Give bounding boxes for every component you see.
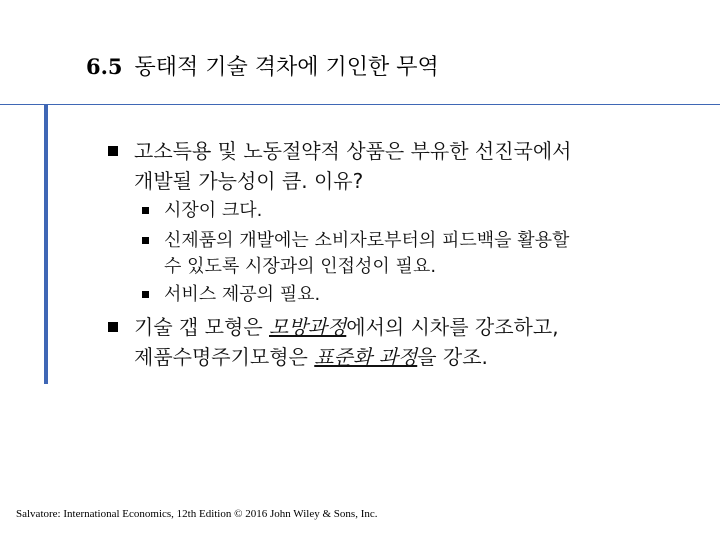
bullet-item-1 xyxy=(108,136,698,196)
square-bullet-icon xyxy=(108,146,118,156)
section-number: 6.5 xyxy=(86,54,123,79)
subbullet-line: 서비스 제공의 필요. xyxy=(164,284,321,305)
text-run: 에서의 시차를 강조하고, xyxy=(346,315,559,339)
text-run: 을 강조. xyxy=(417,345,488,369)
text-run: 기술 갭 모형은 xyxy=(134,315,269,339)
left-accent-bar xyxy=(44,104,48,384)
emphasis-standardization-process: 표준화 과정 xyxy=(314,345,418,369)
subbullet-line: 수 있도록 시장과의 인접성이 필요. xyxy=(164,256,437,277)
emphasis-imitation-process: 모방과정 xyxy=(269,315,347,339)
bullet-line xyxy=(134,342,694,372)
text-run: 제품수명주기모형은 xyxy=(134,345,315,369)
square-bullet-icon xyxy=(108,322,118,332)
subbullet-text xyxy=(164,198,664,224)
square-bullet-icon xyxy=(142,291,149,298)
bullet-line: 개발될 가능성이 큼. 이유? xyxy=(134,169,364,193)
bullet-text xyxy=(134,312,694,372)
subbullet-item-2 xyxy=(142,228,672,280)
title-underline xyxy=(0,104,720,105)
footer-citation: Salvatore: International Economics, 12th Edition © 2016 John Wiley & Sons, Inc. xyxy=(16,508,378,520)
subbullet-item-3 xyxy=(142,282,672,308)
subbullet-text xyxy=(164,282,664,308)
subbullet-text xyxy=(164,228,664,280)
bullet-item-2 xyxy=(108,312,698,372)
subbullet-line: 신제품의 개발에는 소비자로부터의 피드백을 활용할 xyxy=(164,230,570,251)
square-bullet-icon xyxy=(142,237,149,244)
bullet-line: 고소득용 및 노동절약적 상품은 부유한 선진국에서 xyxy=(134,139,572,163)
bullet-text xyxy=(134,136,694,196)
subbullet-item-1 xyxy=(142,198,672,224)
square-bullet-icon xyxy=(142,207,149,214)
title-text: 동태적 기술 격차에 기인한 무역 xyxy=(134,55,439,80)
subbullet-line: 시장이 크다. xyxy=(164,200,263,221)
slide-title xyxy=(86,52,439,83)
bullet-line xyxy=(134,312,694,342)
